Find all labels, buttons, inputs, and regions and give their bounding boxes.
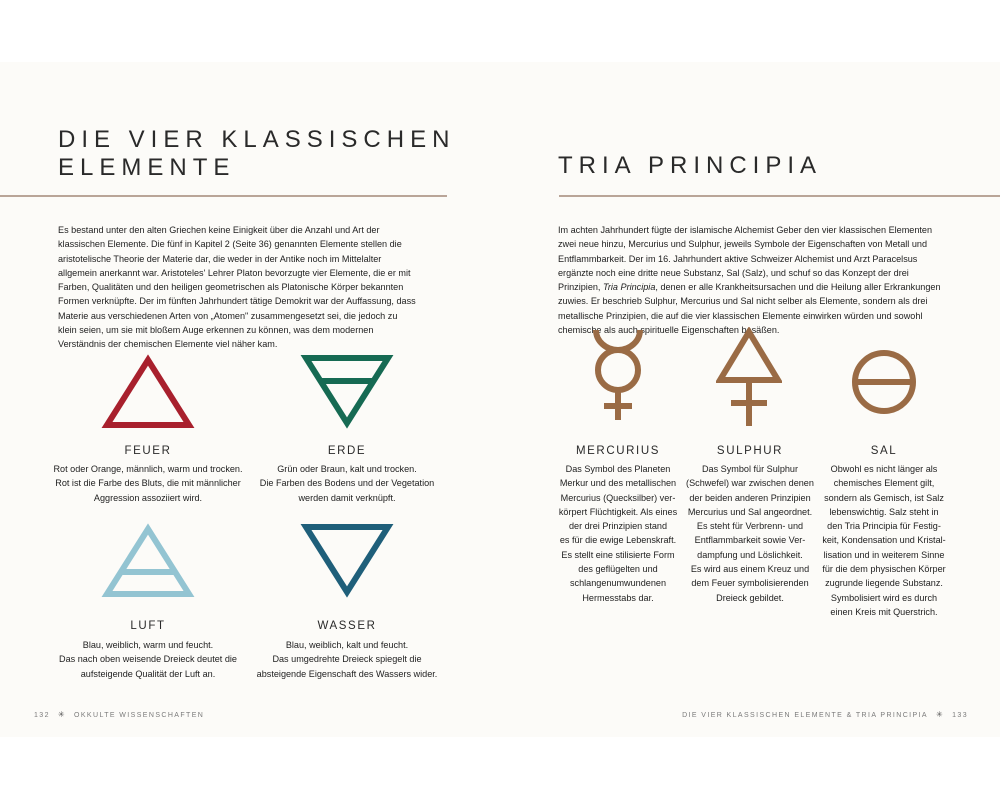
sulphur-triangle xyxy=(720,332,778,380)
desc-line: zugrunde liegende Substanz. xyxy=(825,578,943,589)
air-triangle-icon xyxy=(100,522,196,600)
desc-line: Obwohl es nicht länger als xyxy=(830,464,938,474)
desc-line: Grün oder Braun, kalt und trocken. xyxy=(277,464,417,474)
desc-line: Das Symbol für Sulphur xyxy=(701,464,799,474)
desc-line: Blau, weiblich, kalt und feucht. xyxy=(285,640,409,650)
desc-line: des geflügelten und xyxy=(578,564,658,575)
desc-line: Das Symbol des Planeten xyxy=(565,464,671,474)
left-title-rule xyxy=(0,195,447,197)
star-ornament-icon: ✳ xyxy=(57,710,66,719)
desc-line: dem Feuer symbolisierenden xyxy=(691,578,809,589)
intro-italic-term: Tria Principia xyxy=(603,282,656,293)
desc-line: Merkur und des metallischen xyxy=(559,478,677,489)
desc-line: Das nach oben weisende Dreieck deutet die xyxy=(59,654,237,665)
element-desc-feuer xyxy=(48,462,248,505)
element-desc-erde xyxy=(247,462,447,505)
fire-triangle-icon xyxy=(100,353,196,431)
principle-desc-sulphur xyxy=(680,462,820,605)
desc-line: keit, Kondensation und Kristal- xyxy=(822,535,946,546)
element-desc-wasser xyxy=(237,638,457,681)
left-intro-paragraph: Es bestand unter den alten Griechen keine Einigkeit über die Anzahl und Art der klassischen Elemente. Die fünf in Kapitel 2 (Seite 36) genannten Elemente stellen die aristotelische Theorie der Materie dar, die weder in der Antike noch im Mittelalter allgemein anerkannt war. Aristoteles' Lehrer Platon bevorzugte vier Elemente, die er mit Farben, Qualitäten und den heiligen geometrischen als Platonische Körper bekannten Formen verknüpfte. Der im fünften Jahrhundert tätige Demokrit war der Auffassung, dass Materie aus verschiedenen Arten von „Atomen" zusammengesetzt sei, die jedoch zu klein seien, um sie mit bloßem Auge erkennen zu können, was dem modernen Verständnis der chemischen Elemente viel näher kam. xyxy=(58,225,416,350)
desc-line: Aggression assoziiert wird. xyxy=(93,492,203,503)
fire-triangle-shape xyxy=(107,360,189,425)
right-footer xyxy=(682,710,968,719)
desc-line: Mercurius und Sal angeordnet. xyxy=(687,506,813,517)
desc-line: es für die ewige Lebenskraft. xyxy=(559,535,677,546)
desc-line: werden damit verknüpft. xyxy=(298,492,396,503)
desc-line: Mercurius (Quecksilber) ver- xyxy=(560,492,676,503)
principle-label-mercurius: MERCURIUS xyxy=(575,445,661,457)
left-page-number: 132 xyxy=(34,712,50,719)
principle-desc-sal xyxy=(814,462,954,619)
element-label-feuer: FEUER xyxy=(124,445,172,457)
desc-line: Es wird aus einem Kreuz und xyxy=(690,564,810,575)
book-spread xyxy=(0,62,1000,737)
desc-line: Es stellt eine stilisierte Form xyxy=(561,549,675,560)
earth-triangle-icon xyxy=(299,351,395,431)
desc-line: lebenswichtig. Salz steht in xyxy=(829,506,939,517)
desc-line: aufsteigende Qualität der Luft an. xyxy=(80,668,216,679)
desc-line: Die Farben des Bodens und der Vegetation xyxy=(259,478,435,489)
desc-line: Entflammbarkeit sowie Ver- xyxy=(694,535,806,546)
left-footer xyxy=(34,710,204,719)
water-triangle-icon xyxy=(299,520,395,600)
desc-line: chemisches Element gilt, xyxy=(833,478,935,489)
left-title-line2: ELEMENTE xyxy=(58,154,236,181)
desc-line: Dreieck gebildet. xyxy=(716,592,784,603)
mercury-circle xyxy=(598,350,638,390)
right-page-title: TRIA PRINCIPIA xyxy=(558,152,823,179)
desc-line: Symbolisiert wird es durch xyxy=(830,592,938,603)
principle-desc-mercurius xyxy=(553,462,683,605)
desc-line: einen Kreis mit Querstrich. xyxy=(830,606,938,617)
element-label-luft: LUFT xyxy=(130,620,166,632)
right-intro-paragraph xyxy=(558,223,950,337)
left-page-title xyxy=(58,126,458,182)
desc-line: Hermesstabs dar. xyxy=(582,592,654,603)
right-title-rule xyxy=(559,195,1000,197)
principle-label-sal: SAL xyxy=(870,445,898,457)
intro-text: Im achten Jahrhundert fügte der islamische Alchemist Geber den vier klassischen Elementen zwei neue hinzu, Mercurius und Sulphur, jeweils Symbole der Eigenschaften von Metall und Entflammbarkeit. Der im 16. Jahrhundert aktive Schweizer Alchemist und Arzt Paracelsus ergänzte noch eine dritte neue Substanz, Sal (Salz), und schuf so das Konzept der drei Prinzipien, xyxy=(558,225,933,293)
left-running-head: OKKULTE WISSENSCHAFTEN xyxy=(74,712,205,719)
desc-line: für die dem physischen Körper xyxy=(822,564,946,575)
right-running-head: DIE VIER KLASSISCHEN ELEMENTE & TRIA PRINCIPIA xyxy=(682,712,928,719)
principle-label-sulphur: SULPHUR xyxy=(716,445,784,457)
mercury-symbol-icon xyxy=(586,326,650,424)
desc-line: sondern als Gemisch, ist Salz xyxy=(824,492,944,503)
desc-line: lisation und in weiterem Sinne xyxy=(823,549,945,560)
right-page-number: 133 xyxy=(952,712,968,719)
water-triangle-shape xyxy=(306,527,388,592)
desc-line: (Schwefel) war zwischen denen xyxy=(686,478,814,489)
desc-line: dampfung und Löslichkeit. xyxy=(697,549,803,560)
desc-line: Es steht für Verbrenn- und xyxy=(696,521,804,532)
element-desc-luft xyxy=(48,638,248,681)
salt-symbol-icon xyxy=(848,346,920,418)
desc-line: der drei Prinzipien stand xyxy=(568,521,668,532)
element-label-erde: ERDE xyxy=(327,445,367,457)
desc-line: Rot oder Orange, männlich, warm und trocken. xyxy=(53,464,243,474)
left-title-line1: DIE VIER KLASSISCHEN xyxy=(58,126,456,153)
desc-line: Das umgedrehte Dreieck spiegelt die xyxy=(272,654,422,665)
desc-line: der beiden anderen Prinzipien xyxy=(689,492,811,503)
intro-text: , denen er alle Krankheitsursachen und die Heilung aller Erkrankungen zuwies. Er beschrieb Sulphur, Mercurius und Sal nicht selber als Elemente, sondern als drei metallische Prinzipien, die auf die vier klassischen Elemente einwirken würden und sowohl chemische als auch spirituelle Eigenschaften besäßen. xyxy=(558,282,941,336)
element-label-wasser: WASSER xyxy=(317,620,377,632)
desc-line: absteigende Eigenschaft des Wassers wider. xyxy=(256,668,438,679)
star-ornament-icon: ✳ xyxy=(936,710,945,719)
air-triangle-shape xyxy=(107,529,189,594)
desc-line: den Tria Principia für Festig- xyxy=(827,521,941,532)
sulphur-symbol-icon xyxy=(716,327,782,429)
earth-triangle-shape xyxy=(306,358,388,423)
desc-line: Rot ist die Farbe des Bluts, die mit männlicher xyxy=(55,478,241,489)
desc-line: körpert Flüchtigkeit. Als eines xyxy=(558,506,678,517)
desc-line: schlangenumwundenen xyxy=(569,578,667,589)
desc-line: Blau, weiblich, warm und feucht. xyxy=(82,640,214,650)
